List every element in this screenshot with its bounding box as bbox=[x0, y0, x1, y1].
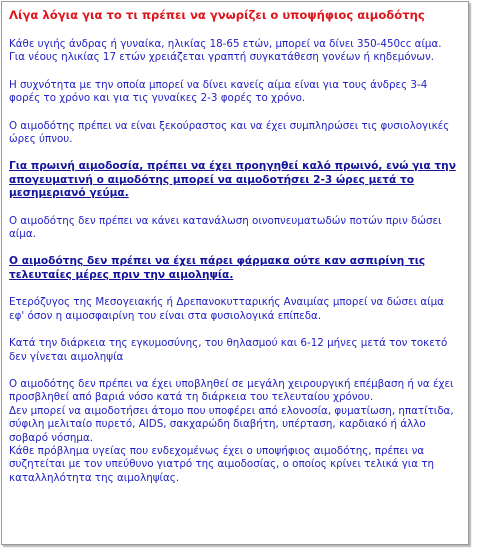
content-frame bbox=[1, 1, 469, 545]
paragraph-medication: Ο αιμοδότης δεν πρέπει να έχει πάρει φάρμακα ούτε καν ασπιρίνη τις τελευταίες μέρες πριν την αιμοληψία. bbox=[9, 255, 426, 281]
paragraph-diseases: Δεν μπορεί να αιμοδοτήσει άτομο που υποφέρει από ελονοσία, φυματίωση, ηπατίτιδα, σύφιλη μελιταίο πυρετό, AIDS, σακχαρώδη διαβήτη, υπέρταση, καρδιακό ή άλλο σοβαρό νόσημα. bbox=[9, 404, 454, 444]
paragraph-eligibility: Κάθε υγιής άνδρας ή γυναίκα, ηλικίας 18-65 ετών, μπορεί να δίνει 350-450cc αίμα. Για νέους ηλικίας 17 ετών χρειάζεται γραπτή συγκατάθεση γονέων ή κηδεμόνων. bbox=[9, 38, 442, 64]
paragraph-rest: Ο αιμοδότης πρέπει να είναι ξεκούραστος και να έχει συμπληρώσει τις φυσιολογικές ώρες ύπνου. bbox=[9, 119, 450, 146]
page-title: Λίγα λόγια για το τι πρέπει να γνωρίζει ο υποψήφιος αιμοδότης bbox=[9, 8, 425, 22]
paragraph-frequency: Η συχνότητα με την οποία μπορεί να δίνει κανείς αίμα είναι για τους άνδρες 3-4 φορές το χρόνο και για τις γυναίκες 2-3 φορές το χρόνο. bbox=[9, 78, 428, 105]
paragraph-pregnancy: Κατά την διάρκεια της εγκυμοσύνης, του θηλασμού και 6-12 μήνες μετά τον τοκετό δεν γίνεται αιμοληψία bbox=[9, 337, 448, 363]
paragraph-alcohol: Ο αιμοδότης δεν πρέπει να κάνει κατανάλωση οινοπνευματωδών ποτών πριν δώσει αίμα. bbox=[9, 214, 442, 241]
paragraph-meal: Για πρωινή αιμοδοσία, πρέπει να έχει προηγηθεί καλό πρωινό, ενώ για την απογευματινή ο αιμοδότης μπορεί να αιμοδοτήσει 2-3 ώρες μετά το μεσημεριανό γεύμα. bbox=[9, 160, 456, 200]
paragraph-surgery: Ο αιμοδότης δεν πρέπει να έχει υποβληθεί σε μεγάλη χειρουργική επέμβαση ή να έχει προσβληθεί από βαριά νόσο κατά τη διάρκεια του τελευταίου χρόνου. bbox=[9, 377, 454, 404]
paragraph-anemia: Ετερόζυγος της Μεσογειακής ή Δρεπανοκυτταρικής Αναιμίας μπορεί να δώσει αίμα εφ' όσον η αιμοσφαιρίνη του είναι στα φυσιολογικά επίπεδα. bbox=[9, 296, 444, 322]
content-area bbox=[2, 2, 468, 485]
paragraph-consult-doctor: Κάθε πρόβλημα υγείας που ενδεχομένως έχει ο υποψήφιος αιμοδότης, πρέπει να συζητείται με τον υπεύθυνο γιατρό της αιμοδοσίας, ο οποίος κρίνει τελικά για τη καταλληλότητα της αιμοληψίας. bbox=[9, 444, 435, 484]
